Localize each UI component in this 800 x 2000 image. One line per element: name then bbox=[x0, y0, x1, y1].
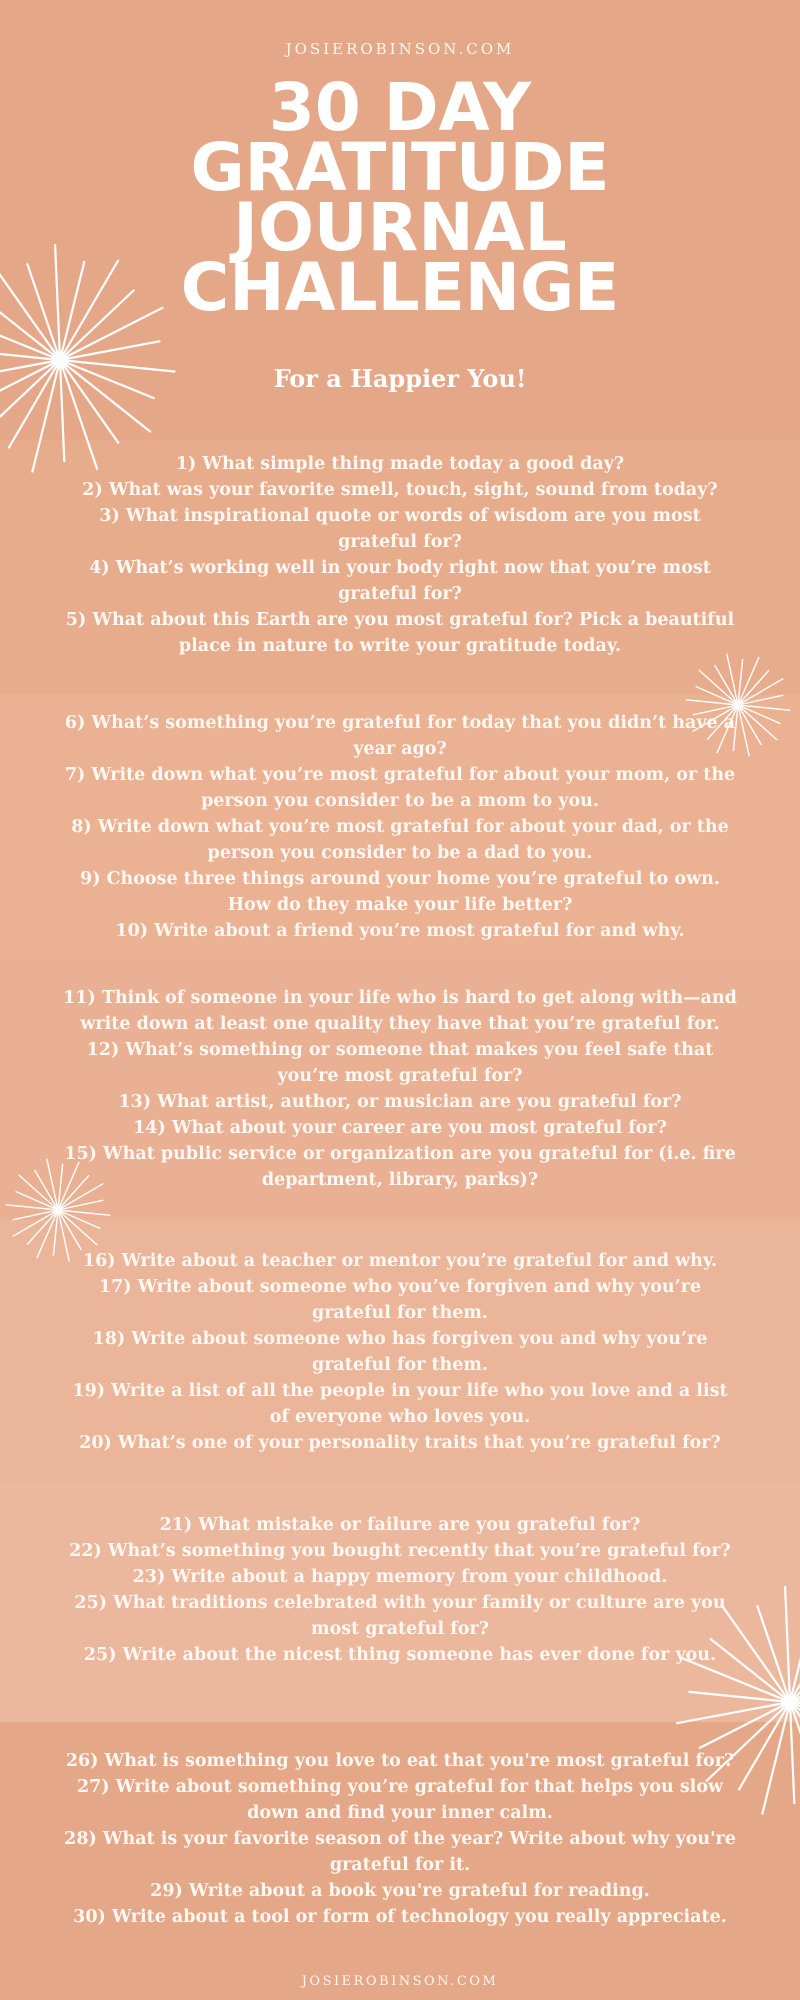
prompt-item: 14) What about your career are you most grateful for? bbox=[133, 1118, 667, 1138]
prompt-item: 10) Write about a friend you’re most grateful for and why. bbox=[115, 921, 685, 941]
prompt-item: 2) What was your favorite smell, touch, sight, sound from today? bbox=[82, 480, 718, 500]
prompt-item: 25) What traditions celebrated with your family or culture are you most grateful for? bbox=[74, 1593, 726, 1639]
starburst-ray bbox=[715, 666, 738, 706]
prompt-item: 3) What inspirational quote or words of wisdom are you most grateful for? bbox=[99, 506, 701, 552]
site-url-top: JOSIEROBINSON.COM bbox=[285, 40, 515, 58]
starburst-ray bbox=[762, 1702, 790, 1814]
prompt-item: 29) Write about a book you're grateful for reading. bbox=[150, 1881, 650, 1901]
prompt-section-2 bbox=[60, 710, 740, 944]
starburst-ray bbox=[738, 657, 759, 705]
starburst-ray bbox=[13, 1210, 58, 1236]
starburst-ray bbox=[6, 1205, 58, 1210]
title-line: JOURNAL bbox=[233, 189, 567, 266]
prompt-section-4 bbox=[60, 1248, 740, 1456]
starburst-ray bbox=[738, 705, 790, 710]
prompt-item: 17) Write about someone who you’ve forgiven and why you’re grateful for them. bbox=[98, 1277, 702, 1323]
prompt-item: 15) What public service or organization are you grateful for (i.e. fire department, library, parks)? bbox=[64, 1144, 736, 1190]
starburst-ray bbox=[677, 1702, 790, 1723]
prompt-item: 13) What artist, author, or musician are you grateful for? bbox=[118, 1092, 682, 1112]
prompt-item: 20) What’s one of your personality traits that you’re grateful for? bbox=[79, 1433, 721, 1453]
prompt-section-3 bbox=[60, 985, 740, 1193]
prompt-section-6 bbox=[60, 1748, 740, 1930]
prompt-item: 11) Think of someone in your life who is hard to get along with—and write down at least one quality they have that you’re grateful for. bbox=[63, 988, 737, 1034]
starburst-ray bbox=[790, 1603, 800, 1702]
prompt-item: 16) Write about a teacher or mentor you’re grateful for and why. bbox=[82, 1251, 718, 1271]
page-subtitle: For a Happier You! bbox=[273, 364, 527, 393]
prompt-section-1 bbox=[60, 451, 740, 659]
starburst-ray bbox=[60, 341, 160, 360]
prompt-item: 26) What is something you love to eat that you're most grateful for? bbox=[65, 1751, 735, 1771]
prompt-item: 27) Write about something you’re grateful for that helps you slow down and find your inner calm. bbox=[76, 1777, 724, 1823]
prompt-item: 5) What about this Earth are you most grateful for? Pick a beautiful place in nature to write your gratitude today. bbox=[65, 610, 735, 656]
starburst-ray bbox=[790, 1702, 794, 1803]
prompt-item: 7) Write down what you’re most grateful for about your mom, or the person you consider to be a mom to you. bbox=[64, 765, 736, 811]
title-line: GRATITUDE bbox=[190, 129, 610, 206]
prompt-item: 22) What’s something you bought recently that you’re grateful for? bbox=[69, 1541, 731, 1561]
starburst-ray bbox=[58, 1210, 110, 1215]
starburst-ray bbox=[785, 1587, 790, 1702]
title-line: 30 DAY bbox=[268, 69, 532, 146]
starburst-ray bbox=[37, 1210, 58, 1258]
prompt-item: 9) Choose three things around your home you’re grateful to own. How do they make your life better? bbox=[80, 869, 720, 915]
prompt-item: 25) Write about the nicest thing someone has ever done for you. bbox=[83, 1645, 717, 1665]
prompt-section-5 bbox=[60, 1512, 740, 1668]
prompt-item: 6) What’s something you’re grateful for today that you didn’t have a year ago? bbox=[64, 713, 736, 759]
prompt-item: 8) Write down what you’re most grateful for about your dad, or the person you consider to be a dad to you. bbox=[71, 817, 729, 863]
starburst-ray bbox=[58, 1210, 81, 1250]
starburst-ray bbox=[738, 705, 761, 745]
prompt-item: 23) Write about a happy memory from your childhood. bbox=[132, 1567, 668, 1587]
prompt-item: 21) What mistake or failure are you grateful for? bbox=[159, 1515, 641, 1535]
page-title bbox=[0, 69, 800, 326]
starburst-ray bbox=[738, 679, 783, 705]
prompt-item: 18) Write about someone who has forgiven you and why you’re grateful for them. bbox=[92, 1329, 708, 1375]
starburst-ray bbox=[0, 350, 60, 360]
prompt-item: 12) What’s something or someone that makes you feel safe that you’re most grateful for? bbox=[86, 1040, 714, 1086]
prompt-item: 1) What simple thing made today a good day? bbox=[175, 454, 625, 474]
starburst-ray bbox=[757, 1606, 790, 1702]
prompt-item: 4) What’s working well in your body right now that you’re most grateful for? bbox=[89, 558, 711, 604]
starburst-ray bbox=[35, 1171, 58, 1211]
prompt-item: 19) Write a list of all the people in your life who you love and a list of everyone who loves you. bbox=[72, 1381, 728, 1427]
title-line: CHALLENGE bbox=[180, 249, 620, 326]
prompt-item: 30) Write about a tool or form of technology you really appreciate. bbox=[73, 1907, 727, 1927]
prompt-item: 28) What is your favorite season of the year? Write about why you're grateful for it. bbox=[64, 1829, 736, 1875]
site-url-bottom: JOSIEROBINSON.COM bbox=[301, 1974, 499, 1989]
starburst-ray bbox=[686, 700, 738, 705]
